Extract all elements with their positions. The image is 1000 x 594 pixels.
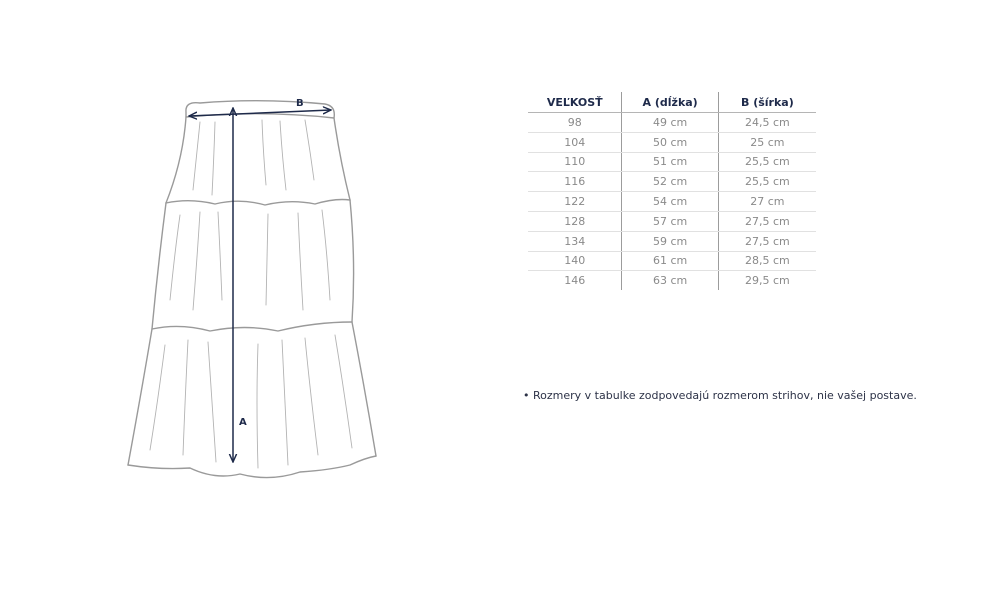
cell-width: 27,5 cm: [718, 231, 816, 251]
cell-length: 63 cm: [622, 271, 718, 290]
cell-length: 51 cm: [622, 152, 718, 172]
cell-width: 25,5 cm: [718, 172, 816, 192]
table-row: [528, 251, 816, 271]
skirt-outline: [128, 101, 376, 478]
cell-size: 122: [528, 192, 622, 212]
table-row: [528, 192, 816, 212]
cell-width: 27,5 cm: [718, 211, 816, 231]
cell-length: 61 cm: [622, 251, 718, 271]
measurement-lines: [189, 108, 331, 462]
table-row: [528, 132, 816, 152]
cell-length: 49 cm: [622, 113, 718, 133]
table-header-row: [528, 92, 816, 113]
cell-size: 110: [528, 152, 622, 172]
table-row: [528, 271, 816, 290]
label-b: B: [296, 98, 304, 109]
header-length: A (dĺžka): [622, 92, 718, 113]
cell-size: 116: [528, 172, 622, 192]
cell-size: 140: [528, 251, 622, 271]
cell-length: 57 cm: [622, 211, 718, 231]
cell-width: 25 cm: [718, 132, 816, 152]
table-row: [528, 152, 816, 172]
table-row: [528, 231, 816, 251]
table-row: [528, 113, 816, 133]
cell-length: 54 cm: [622, 192, 718, 212]
cell-length: 59 cm: [622, 231, 718, 251]
size-table: [528, 92, 816, 290]
cell-size: 128: [528, 211, 622, 231]
cell-length: 52 cm: [622, 172, 718, 192]
cell-size: 98: [528, 113, 622, 133]
cell-width: 25,5 cm: [718, 152, 816, 172]
header-size: VEĽKOSŤ: [528, 92, 622, 113]
cell-width: 27 cm: [718, 192, 816, 212]
table-row: [528, 172, 816, 192]
cell-width: 29,5 cm: [745, 274, 790, 288]
table-row: [528, 211, 816, 231]
size-note: • Rozmery v tabulke zodpovedajú rozmerom strihov, nie vašej postave.: [523, 389, 917, 402]
header-width: B (šírka): [718, 92, 816, 113]
cell-size: 146: [528, 271, 622, 290]
cell-width: 28,5 cm: [718, 251, 816, 271]
cell-size: 134: [528, 231, 622, 251]
cell-size: 104: [528, 132, 622, 152]
cell-length: 50 cm: [622, 132, 718, 152]
label-a: A: [239, 417, 247, 428]
cell-width: 24,5 cm: [718, 113, 816, 133]
